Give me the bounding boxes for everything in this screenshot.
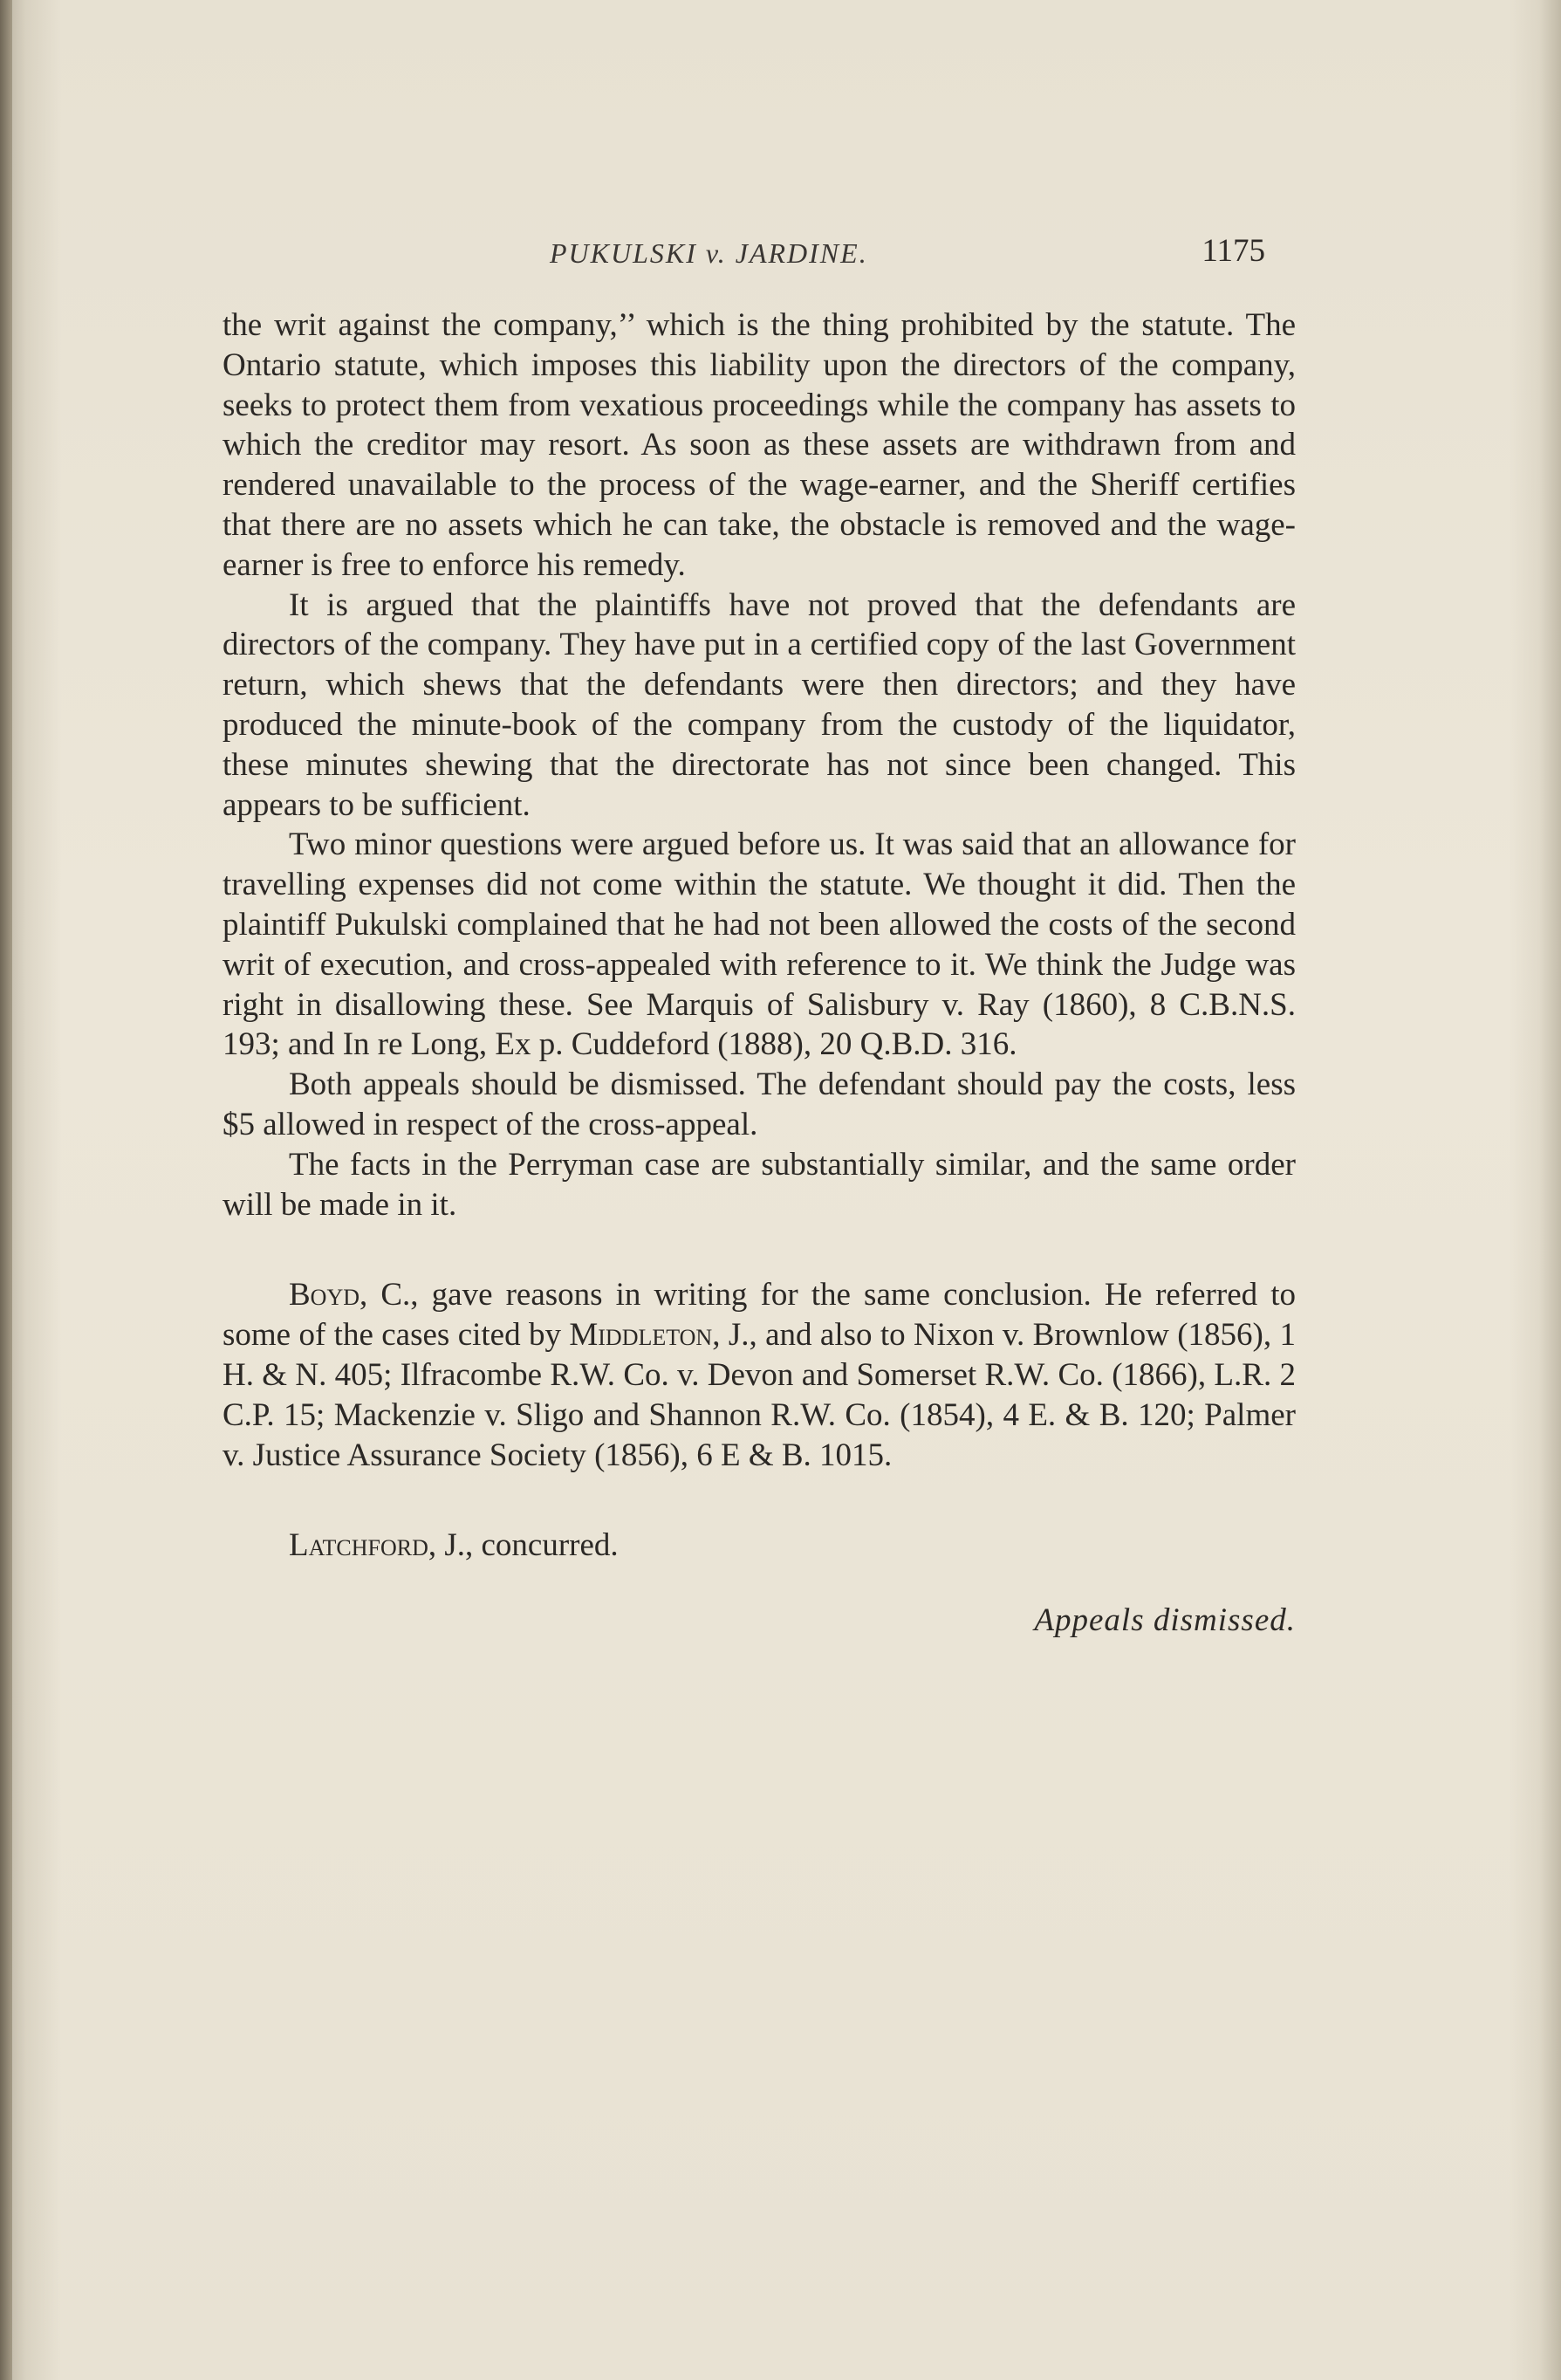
- disposition: Appeals dismissed.: [1034, 1602, 1296, 1639]
- judge-name-latchford: Latchford: [289, 1527, 428, 1564]
- page-number: 1175: [1202, 233, 1265, 269]
- paragraph-continuation: the writ against the company,’’ which is the thing prohibited by the statute. The Ontario statute, which imposes this liability upon the directors of the company, seeks to protect them from vexatious proceedings while the company has assets to which the creditor may resort. As soon as these assets are withdrawn from and rendered unavailable to the process of the wage-earner, and the Sheriff certifies that there are no assets which he can take, the obstacle is removed and the wage-earner is free to enforce his remedy.: [223, 307, 1296, 583]
- boyd-text-b: , J., and also to Nixon v. Brownlow (1856), 1 H. & N. 405; Ilfracombe R.W. Co. v. Devon and Somerset R.W. Co. (1866), L.R. 2 C.P. 15; Mackenzie v. Sligo and Shannon R.W. Co. (1854), 4 E. & B. 120; Palmer v. Justice Assurance Society (1856), 6 E & B. 1015.: [223, 1317, 1296, 1473]
- page-header: [218, 229, 1265, 281]
- paragraph-directors: It is argued that the plaintiffs have not proved that the defendants are directors of the company. They have put in a certified copy of the last Government return, which shews that the defendants were then directors; and they have produced the minute-book of the company from the custody of the liquidator, these minutes shewing that the directorate has not since been changed. This appears to be sufficient.: [223, 586, 1296, 823]
- judge-name-middleton: Middleton: [569, 1317, 713, 1354]
- page-binding-edge: [0, 0, 12, 2380]
- page-body: [223, 305, 1296, 1641]
- latchford-text: , J., concurred.: [428, 1527, 619, 1564]
- running-head: PUKULSKI v. JARDINE.: [550, 237, 868, 269]
- section-gap: [223, 1224, 1296, 1275]
- paragraph-latchford-concurred: [223, 1526, 1296, 1566]
- section-gap-2: [223, 1475, 1296, 1526]
- judge-name-boyd: Boyd: [289, 1277, 360, 1313]
- paragraph-appeals-dismissed: Both appeals should be dismissed. The defendant should pay the costs, less $5 allowed in respect of the cross-appeal.: [223, 1067, 1296, 1142]
- boyd-text-a: , C., gave reasons in writing for the same conclusion. He referred to some of the cases cited by: [223, 1277, 1296, 1354]
- paragraph-perryman-case: The facts in the Perryman case are substantially similar, and the same order will be made in it.: [223, 1146, 1296, 1223]
- paragraph-minor-questions: Two minor questions were argued before us. It was said that an allowance for travelling expenses did not come within the statute. We thought it did. Then the plaintiff Pukulski complained that he had not been allowed the costs of the second writ of execution, and cross-appealed with reference to it. We think the Judge was right in disallowing these. See Marquis of Salisbury v. Ray (1860), 8 C.B.N.S. 193; and In re Long, Ex p. Cuddeford (1888), 20 Q.B.D. 316.: [223, 826, 1296, 1063]
- paragraph-boyd-opinion: [223, 1275, 1296, 1475]
